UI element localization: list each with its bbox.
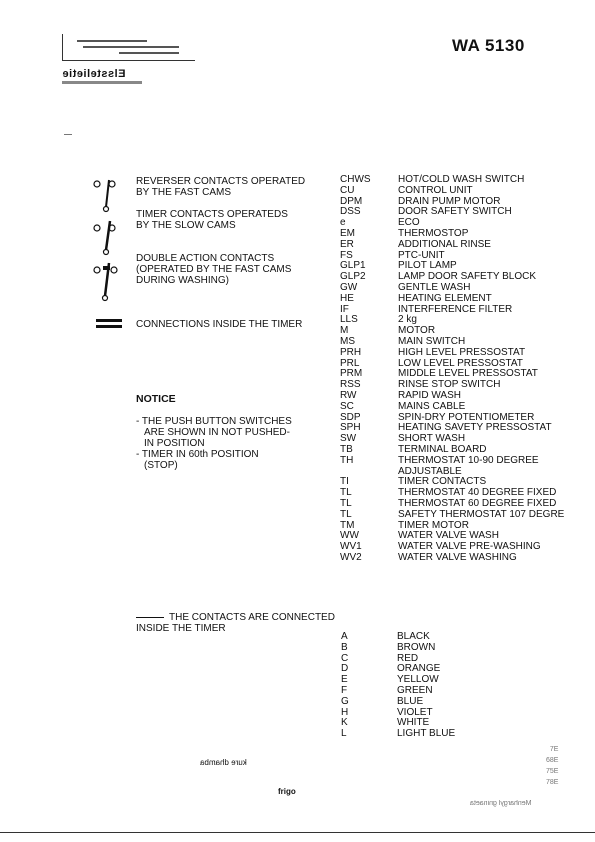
color-name: RED [397, 652, 419, 664]
legend-description: THERMOSTAT 40 DEGREE FIXED [398, 487, 557, 499]
notice-notes [136, 416, 292, 471]
legend-description: SPIN-DRY POTENTIOMETER [398, 411, 535, 423]
legend-description: PILOT LAMP [398, 260, 457, 272]
side-number: 75E [546, 768, 559, 775]
legend-code: PRH [340, 346, 362, 358]
legend-description: MAINS CABLE [398, 400, 466, 412]
legend-code: SPH [340, 422, 361, 434]
color-code: E [341, 674, 348, 686]
color-name: WHITE [397, 717, 430, 729]
legend-row [340, 207, 564, 218]
legend-code: GW [340, 281, 358, 293]
model-title: WA 5130 [452, 36, 525, 55]
side-number: 7E [549, 746, 559, 753]
legend-row [340, 456, 564, 467]
legend-code: WV2 [340, 551, 362, 563]
legend-description: MIDDLE LEVEL PRESSOSTAT [398, 368, 538, 380]
legend-code: PRM [340, 368, 363, 380]
symbol-line: DURING WASHING) [136, 275, 229, 286]
legend-row [340, 553, 564, 564]
legend-code: EM [340, 227, 355, 239]
color-name: LIGHT BLUE [397, 728, 456, 740]
frigo-text: frigo [278, 787, 296, 796]
symbol-line: BY THE SLOW CAMS [136, 220, 236, 231]
legend-description: DRAIN PUMP MOTOR [398, 195, 501, 207]
legend-code: FS [340, 249, 353, 261]
color-name: YELLOW [397, 674, 439, 686]
legend-row [340, 305, 564, 316]
legend-description: HIGH LEVEL PRESSOSTAT [398, 346, 526, 358]
stamp-box [62, 34, 195, 61]
notice-line: IN POSITION [144, 438, 205, 449]
notice-heading: NOTICE [136, 393, 176, 405]
legend-code: SC [340, 400, 354, 412]
color-name: VIOLET [397, 706, 433, 718]
legend-row [340, 240, 564, 251]
stamp-line [77, 40, 147, 42]
symbol-line: CONNECTIONS INSIDE THE TIMER [136, 319, 303, 330]
legend-description: WATER VALVE WASHING [398, 551, 517, 563]
legend-code: RSS [340, 379, 361, 391]
reverser-contact-icon [92, 177, 122, 213]
symbol-desc-double-action [136, 253, 291, 286]
legend-code: PRL [340, 357, 360, 369]
symbol-desc-connections [136, 319, 302, 330]
legend-code: DSS [340, 206, 361, 218]
color-code: D [341, 663, 349, 675]
legend-description: THERMOSTAT 60 DEGREE FIXED [398, 497, 557, 509]
legend-description: INTERFERENCE FILTER [398, 303, 513, 315]
mirrored-footer-text: kure dhamba [200, 758, 247, 767]
symbol-desc-timer [136, 209, 288, 231]
legend-code: TL [340, 508, 352, 520]
inside-note-line: THE CONTACTS ARE CONNECTED [169, 612, 335, 623]
symbol-desc-reverser [136, 176, 305, 198]
mirrored-small-text: Menhargyl gninaeta [470, 800, 532, 807]
legend-code: TH [340, 454, 354, 466]
inside-note-line: INSIDE THE TIMER [136, 623, 226, 634]
legend-description: 2 kg [398, 314, 417, 326]
legend-description: LOW LEVEL PRESSOSTAT [398, 357, 523, 369]
color-code: H [341, 706, 349, 718]
legend-code: e [340, 217, 346, 229]
notice-line: - THE PUSH BUTTON SWITCHES [136, 416, 292, 427]
legend-description: MOTOR [398, 325, 436, 337]
component-legend [340, 175, 564, 564]
color-row [341, 643, 455, 654]
legend-code: LLS [340, 314, 358, 326]
internal-connection-icon [96, 319, 122, 331]
legend-description: SAFETY THERMOSTAT 107 DEGRE [398, 508, 565, 520]
legend-code: TI [340, 476, 349, 488]
legend-description: THERMOSTAT 10-90 DEGREE [398, 454, 539, 466]
legend-row [340, 315, 564, 326]
legend-code: M [340, 325, 349, 337]
legend-code: CHWS [340, 174, 371, 185]
color-name: BROWN [397, 641, 436, 653]
legend-description: ADDITIONAL RINSE [398, 238, 491, 250]
symbol-line: (OPERATED BY THE FAST CAMS [136, 264, 292, 275]
color-code: F [341, 684, 348, 696]
legend-code: TB [340, 443, 353, 455]
legend-code: IF [340, 303, 349, 315]
legend-row [340, 294, 564, 305]
legend-code: MS [340, 335, 355, 347]
legend-code: TM [340, 519, 355, 531]
legend-code: GLP1 [340, 260, 366, 272]
legend-description: SHORT WASH [398, 433, 466, 445]
color-code: K [341, 717, 348, 729]
legend-code: CU [340, 184, 355, 196]
stamp-line [119, 52, 179, 54]
legend-description: HOT/COLD WASH SWITCH [398, 174, 525, 185]
side-numbers [546, 744, 558, 788]
legend-code: GLP2 [340, 271, 366, 283]
notice-line: (STOP) [144, 460, 178, 471]
color-row [341, 697, 455, 708]
legend-code: TL [340, 487, 352, 499]
color-code: A [341, 631, 348, 642]
bottom-rule [0, 832, 595, 833]
symbol-line: BY THE FAST CAMS [136, 187, 232, 198]
notice-line: - TIMER IN 60th POSITION [136, 449, 259, 460]
brand-underline [62, 81, 142, 84]
legend-description: THERMOSTOP [398, 227, 469, 239]
legend-code: WV1 [340, 541, 362, 553]
legend-description: CONTROL UNIT [398, 184, 473, 196]
color-name: ORANGE [397, 663, 441, 675]
legend-description: GENTLE WASH [398, 281, 471, 293]
stamp-line [83, 46, 179, 48]
legend-description: HEATING ELEMENT [398, 292, 492, 304]
legend-description: MAIN SWITCH [398, 335, 466, 347]
legend-description: ECO [398, 217, 420, 229]
symbol-line: REVERSER CONTACTS OPERATED [136, 176, 306, 187]
legend-row [340, 402, 564, 413]
legend-code: SDP [340, 411, 361, 423]
legend-code: HE [340, 292, 354, 304]
color-row [341, 729, 455, 740]
legend-row [340, 186, 564, 197]
symbol-line: TIMER CONTACTS OPERATEDS [136, 209, 288, 220]
legend-code: DPM [340, 195, 363, 207]
brand-mirrored: Elsstelietie [62, 68, 126, 80]
timer-contact-icon [92, 218, 122, 256]
legend-code: WW [340, 530, 359, 542]
legend-code: ER [340, 238, 354, 250]
legend-description: TIMER CONTACTS [398, 476, 487, 488]
color-code: B [341, 641, 348, 653]
double-action-contact-icon [92, 260, 124, 302]
legend-description: DOOR SAFETY SWITCH [398, 206, 512, 218]
inside-timer-note [136, 612, 335, 634]
symbol-line: DOUBLE ACTION CONTACTS [136, 253, 275, 264]
legend-description: TERMINAL BOARD [398, 443, 487, 455]
legend-description: HEATING SAVETY PRESSOSTAT [398, 422, 552, 434]
color-name: GREEN [397, 684, 433, 696]
side-number: 78E [546, 779, 559, 786]
legend-description: WATER VALVE WASH [398, 530, 499, 542]
notice-line: ARE SHOWN IN NOT PUSHED- [144, 427, 290, 438]
color-name: BLUE [397, 695, 424, 707]
legend-description: LAMP DOOR SAFETY BLOCK [398, 271, 537, 283]
color-name: BLACK [397, 631, 430, 642]
legend-code: SW [340, 433, 357, 445]
color-code: L [341, 728, 347, 740]
legend-description: TIMER MOTOR [398, 519, 469, 531]
margin-tick [64, 134, 72, 135]
legend-code: RW [340, 389, 357, 401]
dashed-line-symbol [136, 617, 164, 618]
legend-description: ADJUSTABLE [398, 465, 462, 477]
wire-color-legend [341, 632, 455, 740]
legend-description: PTC-UNIT [398, 249, 445, 261]
side-number: 68E [546, 757, 559, 764]
legend-code: TL [340, 497, 352, 509]
legend-row [340, 348, 564, 359]
legend-row [340, 510, 564, 521]
legend-description: RINSE STOP SWITCH [398, 379, 501, 391]
color-code: G [341, 695, 349, 707]
legend-description: WATER VALVE PRE-WASHING [398, 541, 541, 553]
color-code: C [341, 652, 349, 664]
legend-description: RAPID WASH [398, 389, 461, 401]
